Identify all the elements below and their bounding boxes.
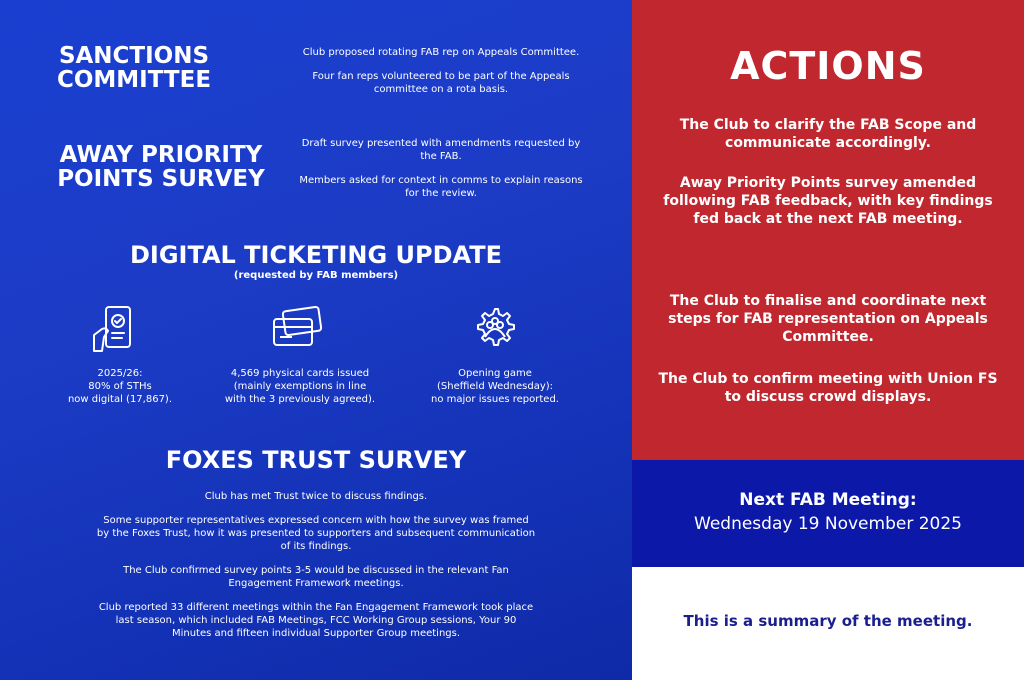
- summary-panel: [632, 567, 1024, 680]
- digital-ticketing-heading: DIGITAL TICKETING UPDATE: [129, 241, 503, 269]
- digital-stat-line: with the 3 previously agreed).: [224, 394, 376, 405]
- digital-stat-line: no major issues reported.: [431, 394, 559, 405]
- group-gear-icon: [470, 305, 520, 355]
- digital-ticketing-subheading: (requested by FAB members): [233, 270, 399, 281]
- away-survey-heading: [50, 143, 272, 191]
- digital-stat-line: (Sheffield Wednesday):: [436, 381, 554, 392]
- action-item: The Club to clarify the FAB Scope and communicate accordingly.: [679, 117, 977, 152]
- action-item: The Club to finalise and coordinate next steps for FAB representation on Appeals Committee.: [668, 293, 988, 346]
- actions-panel: [632, 0, 1024, 460]
- action-item: The Club to confirm meeting with Union FS to discuss crowd displays.: [658, 371, 998, 406]
- summary-text: This is a summary of the meeting.: [683, 612, 973, 630]
- cards-icon: [270, 305, 324, 351]
- next-meeting-panel: [632, 460, 1024, 567]
- sanctions-heading-line: SANCTIONS: [58, 43, 210, 69]
- sanctions-note: Four fan reps volunteered to be part of the Appeals committee on a rota basis.: [312, 71, 570, 95]
- foxes-note: Club reported 33 different meetings within the Fan Engagement Framework took place last season, which included FAB Meetings, FCC Working Group sessions, Your 90 Minutes and fifteen individual Supporter Group meetings.: [98, 602, 534, 639]
- actions-title: ACTIONS: [730, 44, 926, 88]
- next-meeting-label: Next FAB Meeting:: [739, 490, 917, 510]
- digital-stat: [410, 367, 580, 406]
- digital-stat-line: now digital (17,867).: [67, 394, 173, 405]
- away-note: Draft survey presented with amendments requested by the FAB.: [301, 138, 581, 162]
- next-meeting-date: Wednesday 19 November 2025: [694, 514, 962, 534]
- foxes-note: The Club confirmed survey points 3-5 would be discussed in the relevant Fan Engagement Framework meetings.: [123, 565, 509, 589]
- sanctions-note: Club proposed rotating FAB rep on Appeals Committee.: [302, 47, 580, 58]
- digital-stat-line: (mainly exemptions in line: [233, 381, 367, 392]
- sanctions-heading-line: COMMITTEE: [56, 67, 212, 94]
- digital-stat-line: 80% of STHs: [88, 381, 152, 392]
- digital-stat-line: 2025/26:: [97, 368, 143, 379]
- away-survey-notes: [296, 137, 586, 200]
- action-item: Away Priority Points survey amended following FAB feedback, with key findings fed back at the next FAB meeting.: [663, 175, 993, 228]
- sanctions-heading: [48, 44, 220, 92]
- digital-stat: [210, 367, 390, 406]
- away-note: Members asked for context in comms to explain reasons for the review.: [299, 175, 583, 199]
- away-heading-line: AWAY PRIORITY: [59, 142, 263, 168]
- foxes-trust-notes: [96, 490, 536, 640]
- digital-stat: [40, 367, 200, 406]
- foxes-note: Club has met Trust twice to discuss findings.: [204, 491, 428, 502]
- sanctions-notes: [296, 46, 586, 96]
- away-heading-line: POINTS SURVEY: [57, 166, 265, 193]
- digital-stat-line: Opening game: [458, 368, 532, 379]
- foxes-trust-heading: FOXES TRUST SURVEY: [165, 446, 467, 474]
- digital-stat-line: 4,569 physical cards issued: [230, 368, 370, 379]
- foxes-note: Some supporter representatives expressed concern with how the survey was framed by the Foxes Trust, how it was presented to supporters and subsequent communication of its findings.: [96, 515, 536, 552]
- phone-ticket-icon: [92, 305, 140, 355]
